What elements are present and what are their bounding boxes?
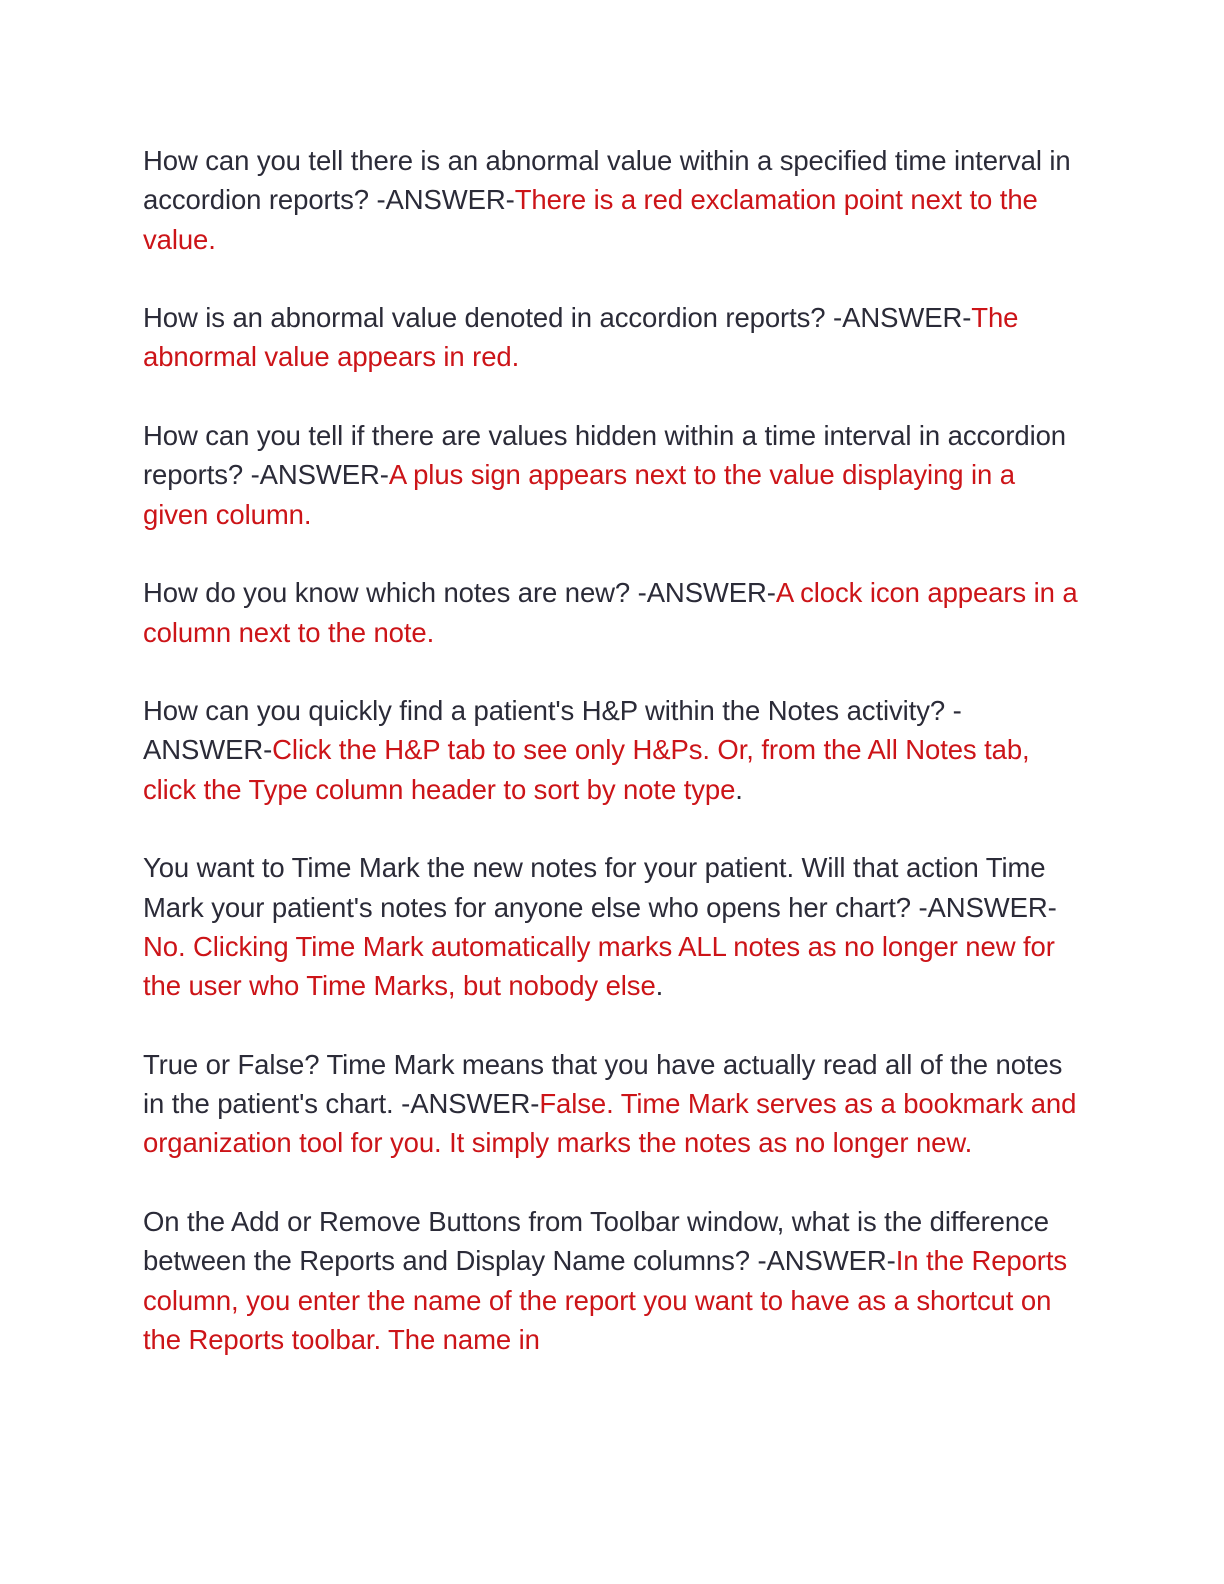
question-text: On the Add or Remove Buttons from Toolbar window, what is the difference between the Reports and Display Name columns? -ANSWER-	[143, 1206, 1049, 1277]
qa-item-1	[143, 141, 1078, 259]
answer-text: In the Reports column, you enter the name of the report you want to have as a shortcut on the Reports toolbar. The name in	[143, 1245, 1068, 1355]
question-text: How is an abnormal value denoted in accordion reports? -ANSWER-	[143, 302, 972, 334]
question-text: True or False? Time Mark means that you have actually read all of the notes in the patient's chart. -ANSWER-	[143, 1048, 1063, 1120]
answer-text: There is a red exclamation point next to the value.	[143, 184, 1038, 255]
question-text: How can you quickly find a patient's H&P within the Notes activity? -ANSWER-	[143, 695, 962, 766]
answer-text: False. Time Mark serves as a bookmark and organization tool for you. It simply marks the notes as no longer new.	[143, 1088, 1077, 1159]
qa-item-4	[143, 573, 1078, 652]
question-text: How can you tell if there are values hidden within a time interval in accordion reports? -ANSWER-	[143, 420, 1067, 491]
answer-text: A clock icon appears in a column next to the note.	[143, 577, 1078, 648]
answer-text: A plus sign appears next to the value displaying in a given column.	[143, 459, 1015, 530]
qa-item-3	[143, 416, 1078, 534]
answer-text: Click the H&P tab to see only H&Ps. Or, from the All Notes tab, click the Type column header to sort by note type	[143, 734, 1030, 805]
question-text: How can you tell there is an abnormal value within a specified time interval in accordion reports? -ANSWER-	[143, 145, 1071, 216]
answer-text: The abnormal value appears in red.	[143, 302, 1019, 373]
question-text: You want to Time Mark the new notes for your patient. Will that action Time Mark your patient's notes for anyone else who opens her chart? -ANSWER-	[143, 852, 1057, 923]
qa-item-7	[143, 1045, 1078, 1163]
answer-text: No. Clicking Time Mark automatically marks ALL notes as no longer new for the user who Time Marks, but nobody else	[143, 930, 1055, 1002]
trailing-text: .	[735, 773, 743, 805]
qa-item-2	[143, 298, 1078, 377]
document-page	[143, 141, 1078, 1399]
question-text: How do you know which notes are new? -ANSWER-	[143, 577, 776, 609]
trailing-text: .	[655, 970, 664, 1002]
qa-item-5	[143, 691, 1078, 809]
qa-item-8	[143, 1202, 1078, 1359]
qa-item-6	[143, 848, 1078, 1005]
